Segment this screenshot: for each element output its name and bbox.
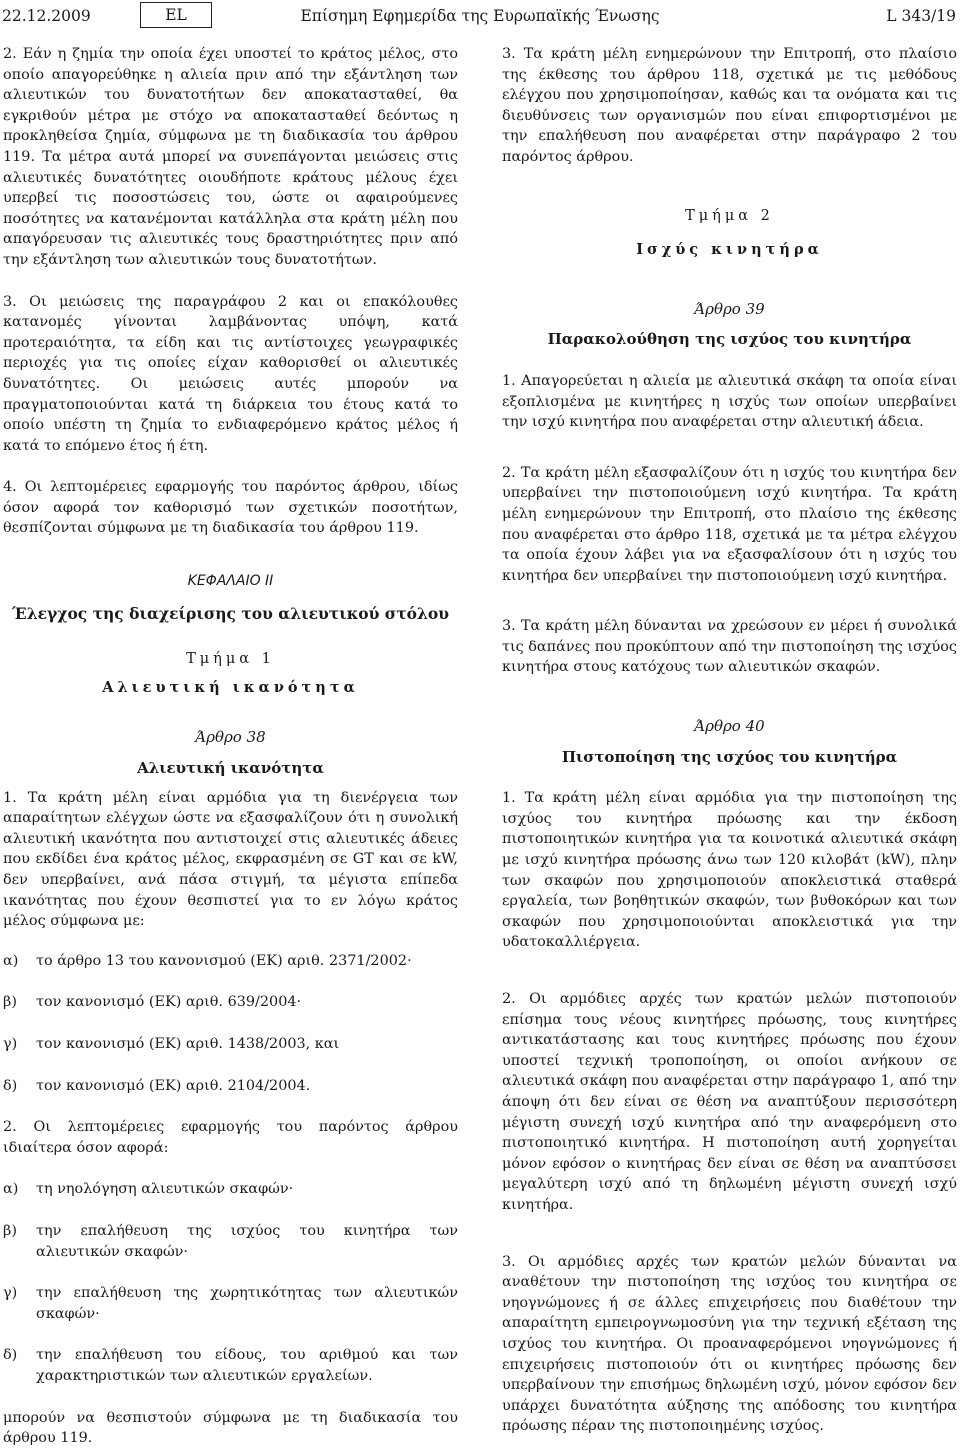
language-badge: EL — [140, 2, 212, 28]
article-40-paragraph-1: 1. Τα κράτη μέλη είναι αρμόδια για την πιστοποίηση της ισχύος του κινητήρα πρόωσης και την έκδοση πιστοποιητικών κινητήρα για τα κοινοτικά αλιευτικά σκάφη με ισχύ κινητήρα πρόωσης άνω των 120 κιλοβάτ (kW), πλην των σκαφών που χρησιμοποιούν αποκλειστικά σταθερά εργαλεία, των βοηθητικών σκαφών, των βυθοκόρων και των σκαφών που χρησιμοποιούνται αποκλειστικά για την υδατοκαλλιέργεια. — [502, 790, 957, 951]
page-reference: L 343/19 — [886, 7, 956, 25]
article-40-number: Άρθρο 40 — [694, 717, 765, 736]
article-38-title: Αλιευτική ικανότητα — [137, 759, 324, 778]
list-item: α) το άρθρο 13 του κανονισμού (ΕΚ) αριθ. 2371/2002· — [3, 952, 412, 969]
article-40-title: Πιστοποίηση της ισχύος του κινητήρα — [561, 747, 898, 766]
chapter-title: Έλεγχος της διαχείρισης του αλιευτικού στόλου — [12, 603, 449, 623]
article-38-paragraph-1: 1. Τα κράτη μέλη είναι αρμόδια για τη διενέργεια των απαραίτητων ελέγχων ώστε να εξασφαλίζουν ότι η συνολική αλιευτική ικανότητα που αντιστοιχεί στις αλιευτικές άδειες που εκδίδει ένα κράτος μέλος, εκφρασμένη σε GT και σε kW, δεν υπερβαίνει, ανά πάσα στιγμή, τα μέγιστα επίπεδα ικανότητας που έχουν θεσπιστεί για το εν λόγω κράτος μέλος σύμφωνα με: — [3, 789, 458, 930]
list-item: δ) τον κανονισμό (ΕΚ) αριθ. 2104/2004. — [3, 1077, 311, 1094]
list-item: β) την επαλήθευση της ισχύος του κινητήρα των αλιευτικών σκαφών· — [3, 1222, 458, 1260]
section-2-title: Ισχύς κινητήρα — [636, 241, 823, 259]
article-40-paragraph-2: 2. Οι αρμόδιες αρχές των κρατών μελών πιστοποιούν επίσημα τους νέους κινητήρες πρόωσης, τους κινητήρες αντικατάστασης και τους κινητήρες πρόωσης που έχουν υποστεί τεχνική τροποποίηση, οι οποίοι ανήκουν σε αλιευτικά σκάφη που αναφέρεται στην παράγραφο 1, από την άποψη ότι δεν είναι σε θέση να αναπτύξουν περισσότερη μέγιστη συνεχή ισχύ κινητήρα από την αναφερόμενη στο πιστοποιητικό κινητήρα. Η πιστοποίηση αυτή χορηγείται μόνον εφόσον ο κινητήρας δεν είναι σε θέση να αναπτύσσει μεγαλύτερη ισχύ από τη δηλωμένη μέγιστη συνεχή ισχύ κινητήρα. — [502, 991, 957, 1213]
list-item: γ) τον κανονισμό (ΕΚ) αριθ. 1438/2003, και — [3, 1035, 340, 1052]
paragraph-3: 3. Οι μειώσεις της παραγράφου 2 και οι επακόλουθες κατανομές γίνονται λαμβάνοντας υπόψη, κατά προτεραιότητα, τα είδη και τις αντίστοιχες γεωγραφικές περιοχές για τις οποίες είχαν καθορισθεί οι αλιευτικές δυνατότητες. Οι μειώσεις αυτές μπορούν να πραγματοποιούνται κατά τη διάρκεια του έτους κατά το οποίο υπέστη τη ζημία το ενδιαφερόμενο κράτος μέλος ή κατά το επόμενο έτος ή έτη. — [3, 293, 458, 454]
article-40-paragraph-3: 3. Οι αρμόδιες αρχές των κρατών μελών δύνανται να αναθέτουν την πιστοποίηση της ισχύος του κινητήρα σε νηογνώμονες ή σε άλλες επιχειρήσεις που διαθέτουν την απαραίτητη εμπειρογνωμοσύνη για την τεχνική εξέταση της ισχύος του κινητήρα. Οι προαναφερόμενοι νηογνώμονες ή επιχειρήσεις πιστοποιούν ότι οι κινητήρες πρόωσης δεν υπερβαίνουν την επισήμως δηλωμένη ισχύ, μόνον εφόσον δεν υπάρχει δυνατότητα αύξησης της απόδοσης του κινητήρα πρόωσης πέραν της πιστοποιημένης ισχύος. — [502, 1253, 957, 1435]
article-38-number: Άρθρο 38 — [195, 728, 266, 747]
article-38-list-1 — [3, 951, 458, 1096]
section-2-number: Τμήμα 2 — [685, 207, 774, 224]
article-38-paragraph-2: 2. Οι λεπτομέρειες εφαρμογής του παρόντος άρθρου ιδιαίτερα όσον αφορά: — [3, 1119, 458, 1156]
right-column — [502, 44, 957, 1437]
section-title: Αλιευτική ικανότητα — [102, 678, 359, 696]
list-item: β) τον κανονισμό (ΕΚ) αριθ. 639/2004· — [3, 994, 302, 1011]
paragraph-4: 4. Οι λεπτομέρειες εφαρμογής του παρόντος άρθρου, ιδίως όσον αφορά τον καθορισμό των σχετικών ποσοτήτων, θεσπίζονται σύμφωνα με τη διαδικασία του άρθρου 119. — [3, 479, 458, 537]
paragraph-2: 2. Εάν η ζημία την οποία έχει υποστεί το κράτος μέλος, στο οποίο απαγορεύθηκε η αλιεία πριν από την εξάντληση των αλιευτικών του δυνατοτήτων δεν αποκατασταθεί, θα εγκριθούν μέτρα με στόχο να αποκατασταθεί δεόντως η προκληθείσα ζημία, σύμφωνα με τη διαδικασία του άρθρου 119. Τα μέτρα αυτά μπορεί να συνεπάγονται μειώσεις στις αλιευτικές δυνατότητες οιουδήποτε κράτους μέλους έχει υπερβεί τις ποσοστώσεις του, ώστε οι αφαιρούμενες ποσότητες να κατανέμονται κατάλληλα στα κράτη μέλη που απαγόρευσαν τις αλιευτικές τους δραστηριότητες πριν από την εξάντληση των αλιευτικών τους δυνατοτήτων. — [3, 46, 458, 268]
list-item: α) τη νηολόγηση αλιευτικών σκαφών· — [3, 1181, 294, 1198]
list-item: δ) την επαλήθευση του είδους, του αριθμού και των χαρακτηριστικών των αλιευτικών εργαλείων. — [3, 1347, 458, 1384]
section-number: Τμήμα 1 — [186, 651, 275, 668]
chapter-number: ΚΕΦΑΛΑΙΟ II — [187, 573, 274, 590]
article-39-paragraph-3: 3. Τα κράτη μέλη δύνανται να χρεώσουν εν μέρει ή συνολικά τις δαπάνες που προκύπτουν από την πιστοποίηση της ισχύος κινητήρα στους κατόχους των αλιευτικών σκαφών. — [502, 618, 957, 676]
article-39-paragraph-1: 1. Απαγορεύεται η αλιεία με αλιευτικά σκάφη τα οποία είναι εξοπλισμένα με κινητήρες η ισχύς των οποίων υπερβαίνει την ισχύ κινητήρα που αναφέρεται στην αλιευτική άδεια. — [502, 372, 957, 431]
article-38-paragraph-3: 3. Τα κράτη μέλη ενημερώνουν την Επιτροπή, στο πλαίσιο της έκθεσης του άρθρου 118, σχετικά με τις μεθόδους ελέγχου που χρησιμοποίησαν, καθώς και τα ονόματα και τις διευθύνσεις των οργανισμών που είναι επιφορτισμένοι με την επαλήθευση που αναφέρεται στην παράγραφο 2 του παρόντος άρθρου. — [502, 46, 957, 165]
article-39-number: Άρθρο 39 — [694, 299, 765, 318]
article-39-title: Παρακολούθηση της ισχύος του κινητήρα — [547, 330, 912, 349]
left-column — [3, 44, 458, 1449]
issue-date: 22.12.2009 — [2, 7, 91, 25]
article-39-paragraph-2: 2. Τα κράτη μέλη εξασφαλίζουν ότι η ισχύς του κινητήρα δεν υπερβαίνει την πιστοποιούμενη ισχύ κινητήρα. Τα κράτη μέλη ενημερώνουν την Επιτροπή, στο πλαίσιο της έκθεσης που αναφέρεται στο άρθρο 118, σχετικά με τα μέτρα ελέγχου τα οποία έχουν λάβει για να εξασφαλίσουν ότι η ισχύς του κινητήρα δεν υπερβαίνει την πιστοποιούμενη ισχύ κινητήρα. — [502, 464, 957, 584]
list-item: γ) την επαλήθευση της χωρητικότητας των αλιευτικών σκαφών· — [3, 1285, 458, 1322]
journal-title: Επίσημη Εφημερίδα της Ευρωπαϊκής Ένωσης — [300, 7, 660, 25]
page-header — [0, 0, 960, 30]
article-38-list-2 — [3, 1179, 458, 1386]
article-38-closing: μπορούν να θεσπιστούν σύμφωνα με τη διαδικασία του άρθρου 119. — [3, 1409, 458, 1447]
